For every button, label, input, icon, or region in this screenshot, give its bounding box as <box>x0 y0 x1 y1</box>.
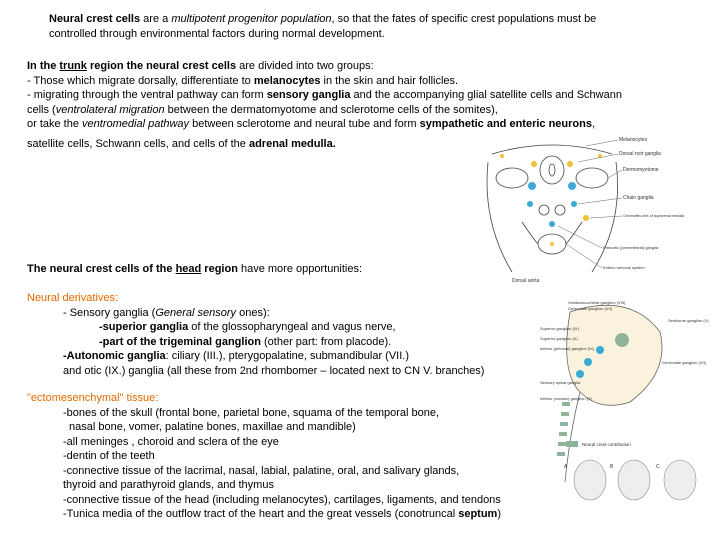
view-letter: C <box>656 464 660 470</box>
ecto-line-4: -dentin of the teeth <box>63 450 155 462</box>
trunk-line-4: cells (ventrolateral migration between the dermatomyotome and sclerotome cells of the somites), <box>27 103 498 116</box>
intro-line-1: Neural crest cells are a multipotent progenitor population, so that the fates of specific crest populations must be <box>49 13 597 25</box>
figure2-label: Geniculate ganglion (VII) <box>568 306 613 311</box>
view-letter: A <box>564 464 568 470</box>
figure1-label: Enteric nervous system <box>603 265 645 270</box>
body-wall-left <box>487 162 512 272</box>
chain-ganglion-right <box>571 201 577 207</box>
skin-outline <box>492 145 612 154</box>
ectomesenchymal-block <box>27 391 501 522</box>
ecto-line-5: -connective tissue of the lacrimal, nasal, labial, palatine, oral, and salivary glands, <box>63 464 460 477</box>
crest-cell <box>531 161 537 167</box>
ecto-line-3: -all meninges , choroid and sclera of the eye <box>63 435 279 448</box>
neural-line-3: -part of the trigeminal ganglion (other part: from placode). <box>99 335 392 348</box>
spinal-ganglion <box>562 402 570 406</box>
trunk-line-5: or take the ventromedial pathway between sclerotome and neural tube and form sympathetic and enteric neurons, <box>27 118 596 130</box>
figure1-label: Dermomyotome <box>623 167 659 173</box>
somite-right <box>576 168 608 188</box>
face-view-a <box>574 460 606 500</box>
geniculate-ganglion <box>596 346 604 354</box>
trunk-paragraph <box>27 59 622 132</box>
ecto-line-2: nasal bone, vomer, palatine bones, maxillae and mandible) <box>69 421 356 433</box>
figure2-label: Inferior (nodose) ganglion (X) <box>540 396 593 401</box>
figure2-label: Inferior (petrosal) ganglion (IX) <box>540 346 595 351</box>
trunk-heading: In the trunk region the neural crest cells are divided into two groups: <box>27 60 374 72</box>
semilunar-ganglion <box>615 333 629 347</box>
figure1-label: Chain ganglia <box>623 195 654 201</box>
chain-ganglion-left <box>527 201 533 207</box>
somite-left <box>496 168 528 188</box>
preaortic-ganglion <box>549 221 555 227</box>
embryo-head <box>567 305 662 405</box>
view-letter: B <box>610 464 614 470</box>
legend-label: Neural crest contribution <box>582 442 631 447</box>
spinal-ganglion <box>561 412 569 416</box>
head-heading: The neural crest cells of the head region have more opportunities: <box>27 263 363 275</box>
neural-canal <box>549 164 555 176</box>
neural-title: Neural derivatives: <box>27 292 119 304</box>
intro-line-2: controlled through environmental factors during normal development. <box>49 27 385 40</box>
legend-swatch <box>566 441 578 447</box>
mesentery-right <box>566 222 582 244</box>
figure1-label: Dorsal aorta <box>512 278 540 284</box>
spinal-ganglion <box>560 422 568 426</box>
figure2-label: Vestibulocochlear ganglion (VIII) <box>568 300 626 305</box>
intro-paragraph <box>49 12 596 41</box>
figure1-label: Melanocytes <box>619 137 648 143</box>
spinal-ganglion <box>558 442 566 446</box>
aorta-right <box>555 205 565 215</box>
trunk-line-6: satellite cells, Schwann cells, and cells of the adrenal medulla. <box>27 138 336 150</box>
ecto-line-6: thyroid and parathyroid glands, and thymus <box>63 479 274 491</box>
ecto-line-1: -bones of the skull (frontal bone, parietal bone, squama of the temporal bone, <box>63 406 440 419</box>
neural-derivatives <box>27 291 484 378</box>
crest-cell <box>567 161 573 167</box>
superior-ganglion-x <box>576 370 584 378</box>
trunk-cross-section-figure <box>482 132 685 294</box>
superior-ganglion-ix <box>584 358 592 366</box>
face-profiles <box>574 460 696 500</box>
figure2-label: Geniculate ganglion (VII) <box>662 360 707 365</box>
figure2-label: Superior ganglion (IX) <box>540 326 579 331</box>
face-view-b <box>618 460 650 500</box>
figure1-label: Chromaffin cells of suprarenal medulla <box>623 214 685 218</box>
figure2-label: Superior ganglion (X) <box>540 336 578 341</box>
enteric-cells <box>550 242 554 246</box>
mesentery-left <box>522 222 538 244</box>
spinal-ganglion <box>557 452 565 456</box>
face-view-c <box>664 460 696 500</box>
figure2-label: Semilunar ganglion (V) <box>668 318 709 323</box>
dorsal-root-ganglion-left <box>528 182 536 190</box>
dorsal-root-ganglion-right <box>568 182 576 190</box>
suprarenal-cells <box>583 215 589 221</box>
trunk-line-3: - migrating through the ventral pathway can form sensory ganglia and the accompanying glial satellite cells and Schwann <box>27 89 622 101</box>
trunk-line-2: - Those which migrate dorsally, differentiate to melanocytes in the skin and hair follicles. <box>27 74 459 87</box>
neural-line-2: -superior ganglia of the glossopharyngeal and vagus nerve, <box>99 321 396 333</box>
neural-line-1: - Sensory ganglia (General sensory ones): <box>63 306 270 319</box>
aorta-left <box>539 205 549 215</box>
ecto-line-7: -connective tissue of the head (including melanocytes), cartilages, ligaments, and tendons <box>63 493 501 506</box>
ecto-title: "ectomesenchymal" tissue: <box>27 392 159 404</box>
figure1-label: Preaortic (prevertebral) ganglia <box>603 245 659 250</box>
ecto-line-8: -Tunica media of the outflow tract of the heart and the great vessels (conotruncal septum) <box>63 508 501 520</box>
melanocyte <box>500 154 504 158</box>
neural-tube <box>540 156 564 184</box>
figure2-label: Sensory spinal ganglia <box>540 380 581 385</box>
head-neural-crest-figure <box>510 292 710 528</box>
neural-line-5: and otic (IX.) ganglia (all these from 2nd rhombomer – located next to CN V. branches) <box>63 364 485 377</box>
spinal-ganglia <box>557 402 570 456</box>
spinal-ganglion <box>559 432 567 436</box>
neural-line-4: -Autonomic ganglia: ciliary (III.), pterygopalatine, submandibular (VII.) <box>63 350 409 362</box>
figure1-label: Dorsal root ganglia <box>619 151 661 157</box>
